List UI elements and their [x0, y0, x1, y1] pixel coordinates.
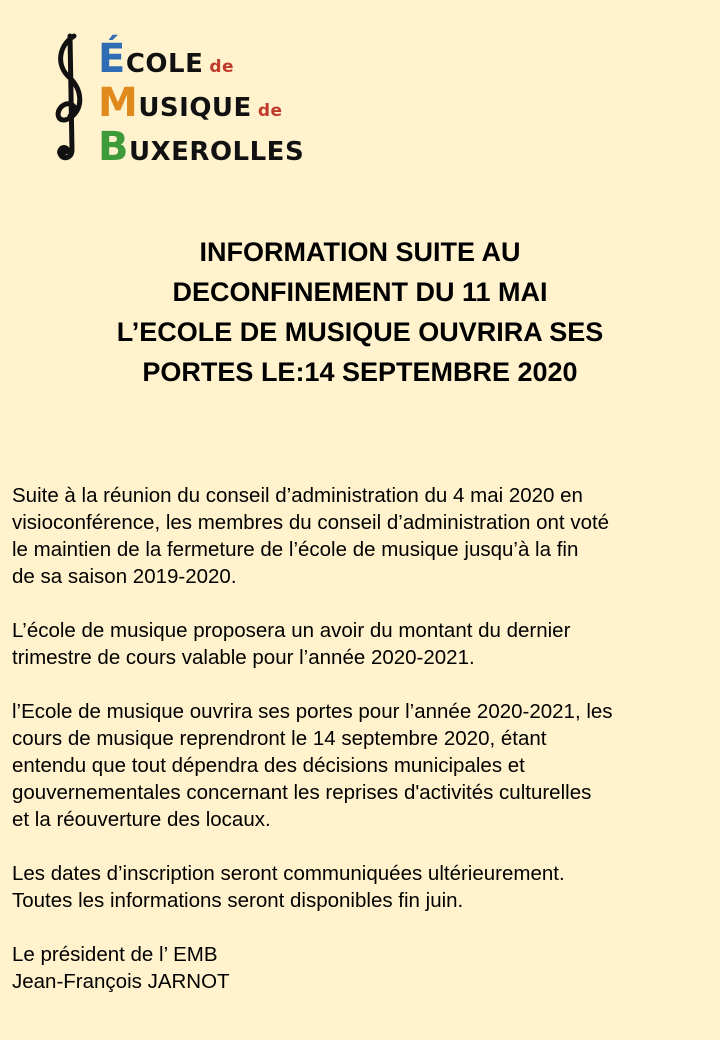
treble-clef-icon — [48, 32, 92, 162]
paragraph-credit: L’école de musique proposera un avoir du montant du dernier trimestre de cours valable pour l’année 2020-2021. — [12, 619, 571, 669]
announcement-body — [12, 482, 712, 995]
logo-line-musique: MUSIQUE de — [98, 80, 283, 126]
paragraph-board-decision: Suite à la réunion du conseil d’administration du 4 mai 2020 en visioconférence, les membres du conseil d’administration ont voté le maintien de la fermeture de l’école de musique jusqu’à la fin de sa saison 2019-2020. — [12, 484, 610, 588]
paragraph-registration: Les dates d’inscription seront communiquées ultérieurement. Toutes les informations seront disponibles fin juin. — [12, 862, 565, 912]
title-line: DECONFINEMENT DU 11 MAI — [172, 277, 548, 307]
title-line: PORTES LE:14 SEPTEMBRE 2020 — [142, 357, 578, 387]
signature: Le président de l’ EMB Jean-François JARNOT — [12, 943, 230, 993]
title-line: INFORMATION SUITE AU — [199, 237, 521, 267]
announcement-title — [40, 232, 680, 392]
logo-line-buxerolles: BUXEROLLES — [98, 124, 305, 170]
title-line: L’ECOLE DE MUSIQUE OUVRIRA SES — [116, 317, 604, 347]
paragraph-reopening: l’Ecole de musique ouvrira ses portes pour l’année 2020-2021, les cours de musique reprendront le 14 septembre 2020, étant entendu que tout dépendra des décisions municipales et gouvernementales concernant les reprises d'activités culturelles et la réouverture des locaux. — [12, 700, 613, 831]
school-logo — [48, 30, 318, 170]
logo-line-ecole: ÉCOLE de — [98, 36, 235, 82]
